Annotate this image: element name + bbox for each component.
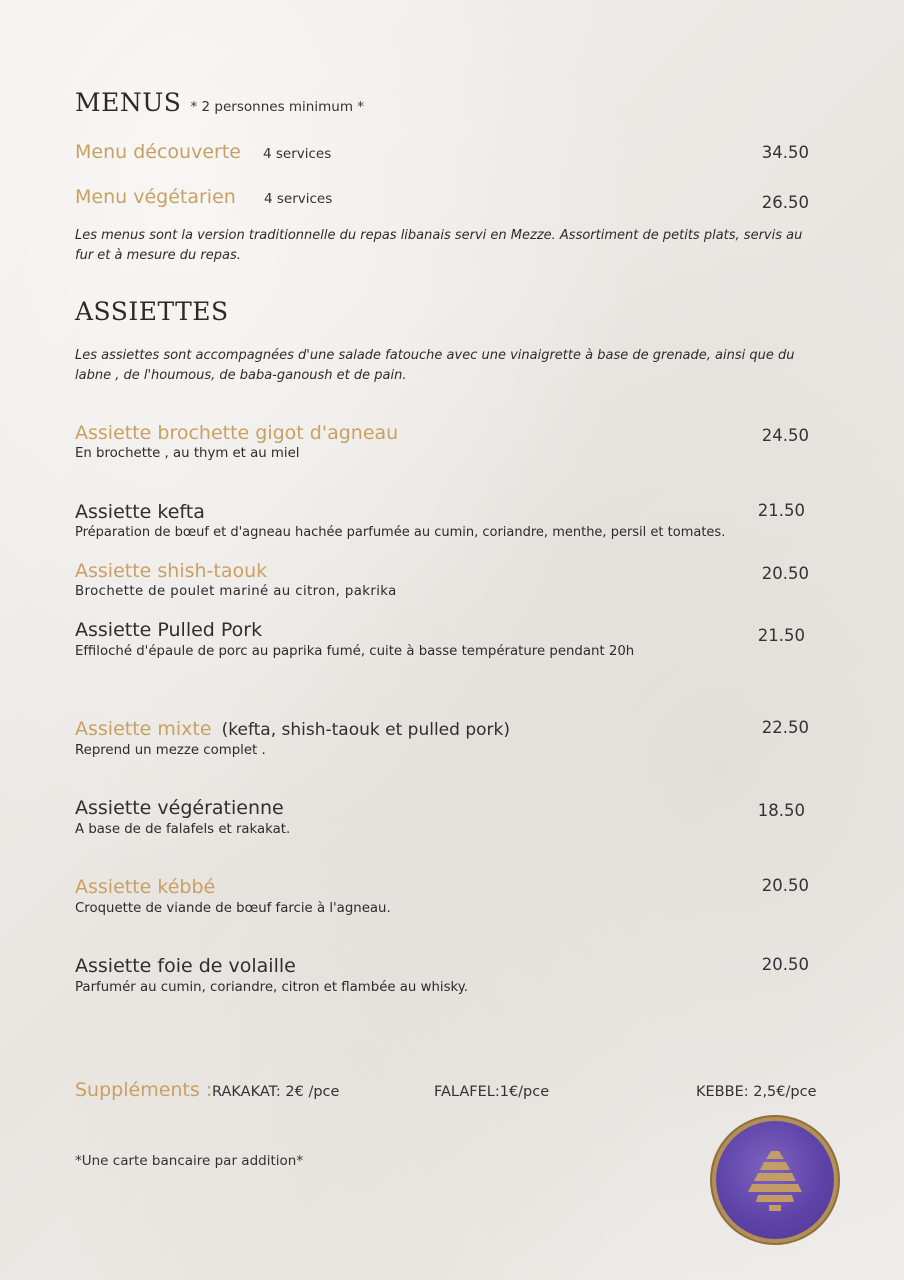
assiette-mixte-detail: (kefta, shish-taouk et pulled pork) (221, 720, 510, 740)
footer-note: *Une carte bancaire par addition* (75, 1153, 304, 1169)
assiette-brochette-price: 24.50 (761, 426, 809, 445)
cedar-tree-icon (716, 1121, 834, 1239)
assiettes-description: Les assiettes sont accompagnées d'une salade fatouche avec une vinaigrette à base de grenade, ainsi que du labne , de l'houmous, de baba-ganoush et de pain. (75, 348, 795, 383)
assiette-mixte-desc: Reprend un mezze complet . (75, 743, 266, 758)
assiette-mixte-name: Assiette mixte (75, 718, 212, 740)
assiette-shish-taouk-price: 20.50 (761, 564, 809, 583)
supplement-falafel: FALAFEL:1€/pce (434, 1084, 550, 1100)
assiette-shish-taouk-name: Assiette shish-taouk (75, 560, 268, 582)
menu-vegetarien-name: Menu végétarien (75, 186, 236, 208)
assiette-kefta-price: 21.50 (757, 501, 805, 520)
assiette-vegetarienne-desc: A base de de falafels et rakakat. (75, 822, 291, 837)
restaurant-logo (716, 1121, 834, 1239)
supplement-rakakat: RAKAKAT: 2€ /pce (212, 1084, 340, 1100)
assiette-vegetarienne-name: Assiette végératienne (75, 797, 284, 819)
assiette-kefta-name: Assiette kefta (75, 501, 205, 523)
supplement-kebbe: KEBBE: 2,5€/pce (696, 1084, 817, 1100)
menus-description: Les menus sont la version traditionnelle du repas libanais servi en Mezze. Assortiment de petits plats, servis au fur et à mesure du repas. (75, 228, 803, 263)
assiette-kebbe-desc: Croquette de viande de bœuf farcie à l'agneau. (75, 901, 391, 916)
assiette-foie-volaille-desc: Parfumér au cumin, coriandre, citron et flambée au whisky. (75, 980, 468, 995)
menu-decouverte-name: Menu découverte (75, 141, 241, 163)
assiette-pulled-pork-name: Assiette Pulled Pork (75, 619, 263, 641)
menu-decouverte-services: 4 services (263, 146, 332, 162)
supplements-label: Suppléments : (75, 1079, 213, 1101)
menu-vegetarien-price: 26.50 (761, 193, 809, 212)
menus-title: MENUS (75, 88, 182, 117)
assiette-kefta-desc: Préparation de bœuf et d'agneau hachée parfumée au cumin, coriandre, menthe, persil et tomates. (75, 525, 726, 540)
assiettes-title: ASSIETTES (75, 297, 229, 326)
menu-decouverte-price: 34.50 (761, 143, 809, 162)
assiette-pulled-pork-desc: Effiloché d'épaule de porc au paprika fumé, cuite à basse température pendant 20h (75, 644, 635, 659)
assiette-brochette-desc: En brochette , au thym et au miel (75, 446, 300, 461)
assiette-foie-volaille-price: 20.50 (761, 955, 809, 974)
menus-minimum-note: * 2 personnes minimum * (190, 99, 365, 115)
assiette-vegetarienne-price: 18.50 (757, 801, 805, 820)
menus-header (75, 88, 364, 117)
menu-vegetarien-services: 4 services (264, 191, 333, 207)
assiette-brochette-name: Assiette brochette gigot d'agneau (75, 422, 399, 444)
assiette-shish-taouk-desc: Brochette de poulet mariné au citron, pakrika (75, 584, 397, 599)
assiette-foie-volaille-name: Assiette foie de volaille (75, 955, 296, 977)
assiette-kebbe-price: 20.50 (761, 876, 809, 895)
assiette-mixte-price: 22.50 (761, 718, 809, 737)
assiette-pulled-pork-price: 21.50 (757, 626, 805, 645)
assiette-mixte-title (75, 718, 510, 740)
assiette-kebbe-name: Assiette kébbé (75, 876, 216, 898)
